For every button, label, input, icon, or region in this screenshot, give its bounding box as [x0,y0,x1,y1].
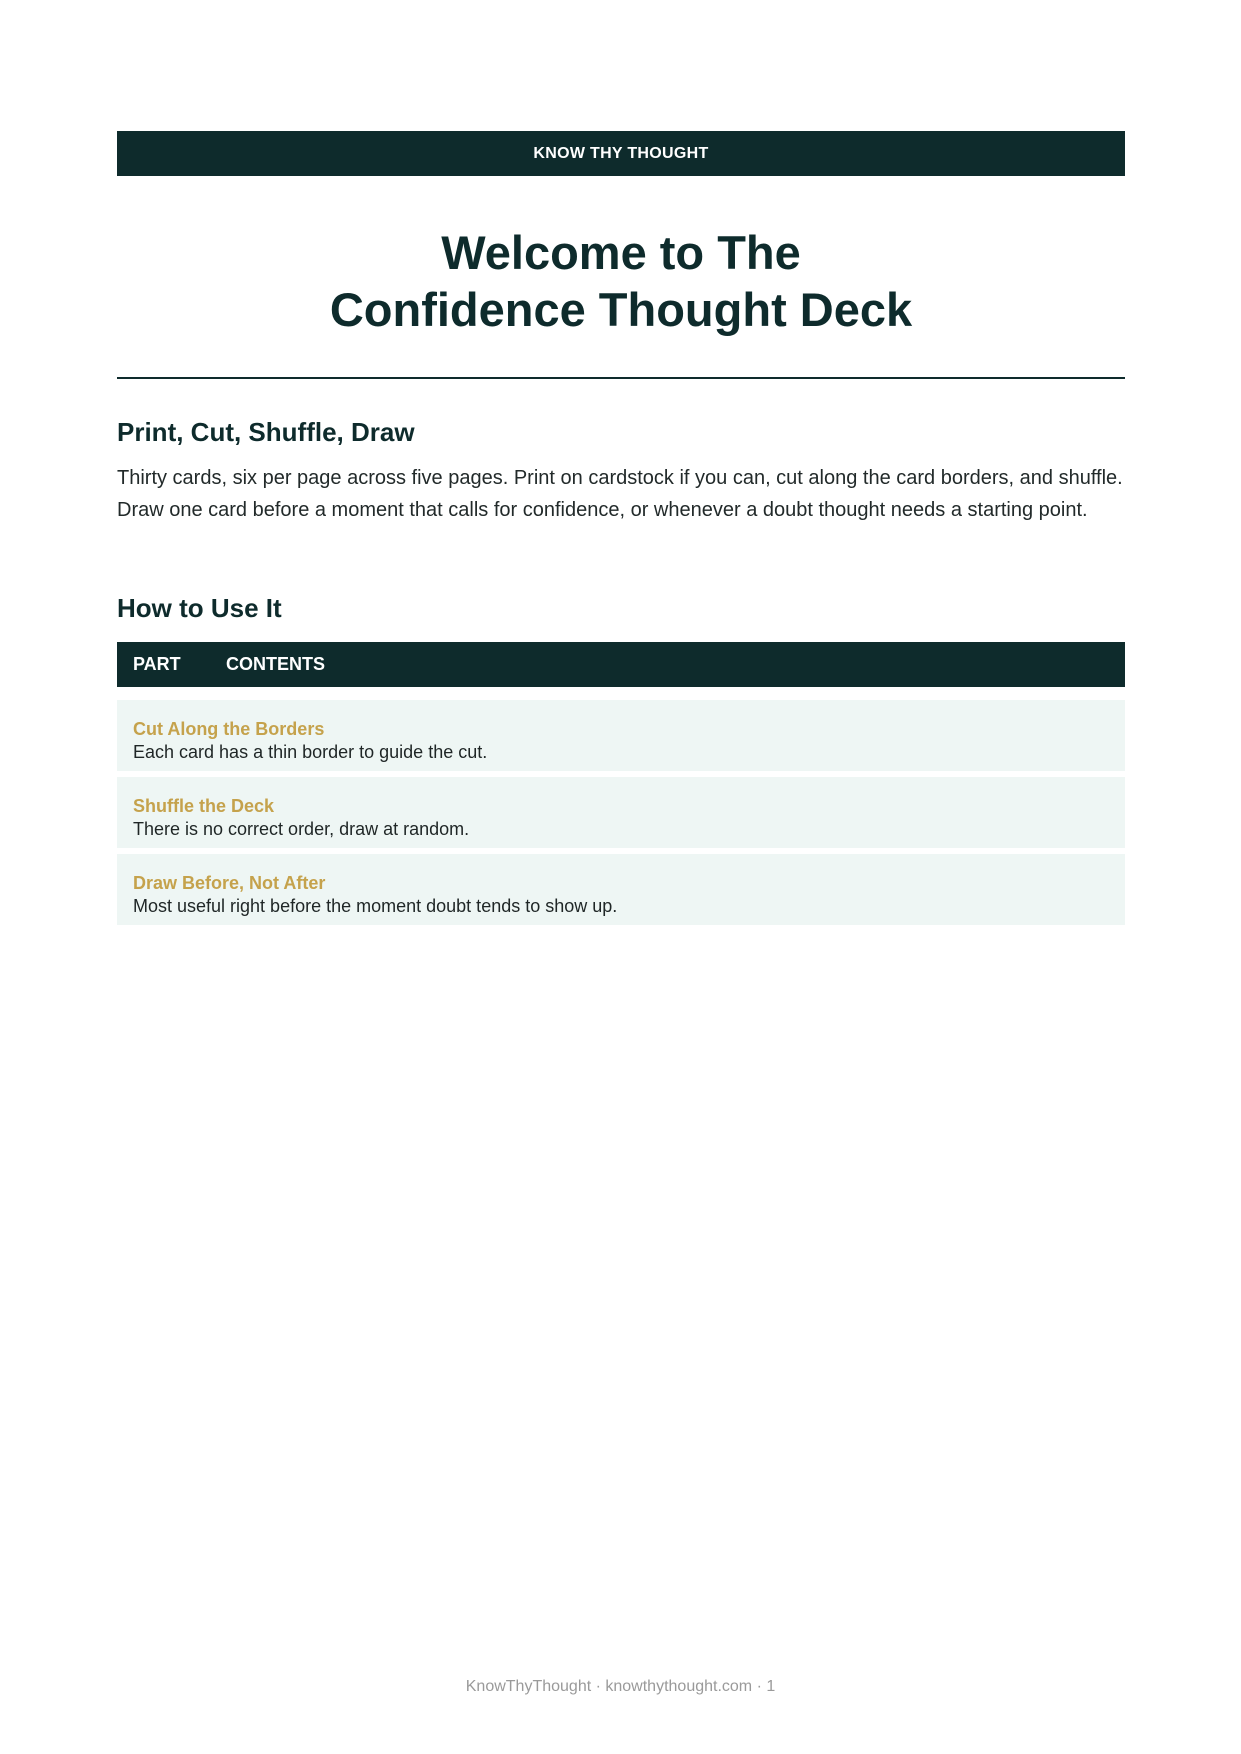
document-page [117,131,1125,931]
row-description: Each card has a thin border to guide the cut. [133,742,488,762]
row-description: There is no correct order, draw at random. [133,819,470,839]
column-header-contents: CONTENTS [226,654,325,674]
table-body [117,700,1125,925]
row-title: Cut Along the Borders [133,719,325,739]
title-divider [117,377,1125,379]
page-title [117,224,1125,338]
table-row [117,700,1125,771]
page-footer: KnowThyThought · knowthythought.com · 1 [465,1678,776,1695]
brand-bar [117,131,1125,176]
row-title: Shuffle the Deck [133,796,275,816]
column-header-part: PART [133,654,181,674]
table-row [117,854,1125,925]
row-description: Most useful right before the moment doubt tends to show up. [133,896,618,916]
intro-heading: Print, Cut, Shuffle, Draw [117,417,415,447]
intro-paragraph: Thirty cards, six per page across five pages. Print on cardstock if you can, cut along the card borders, and shuffle. Draw one card before a moment that calls for confidence, or whenever a doubt thought needs a starting point. [117,467,1123,521]
row-title: Draw Before, Not After [133,873,326,893]
table-row [117,777,1125,848]
table-header [117,642,1125,687]
how-to-heading: How to Use It [117,593,282,623]
title-line-1: Welcome to The [441,226,801,279]
title-line-2: Confidence Thought Deck [329,283,913,336]
brand-name: KNOW THY THOUGHT [533,144,709,162]
